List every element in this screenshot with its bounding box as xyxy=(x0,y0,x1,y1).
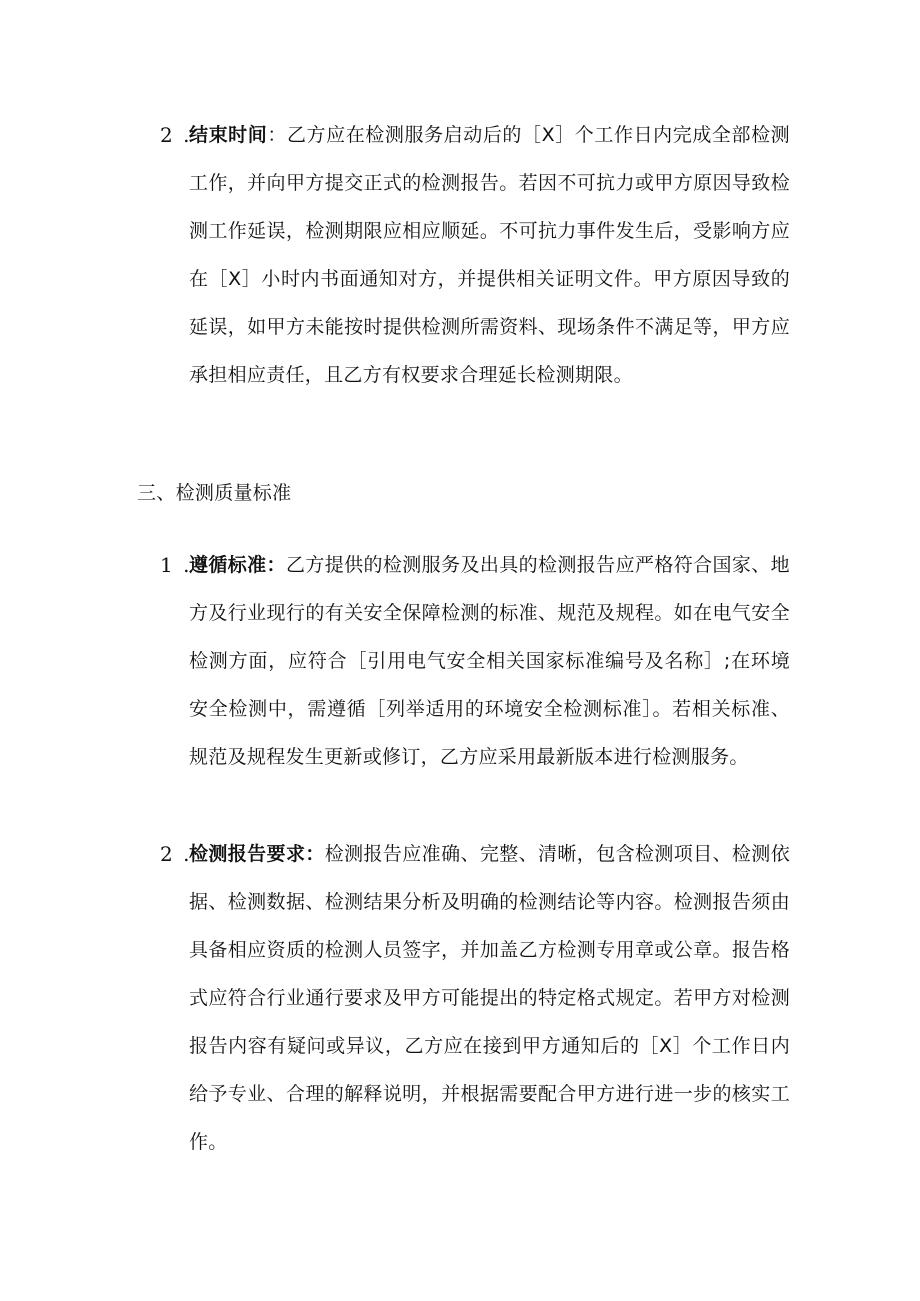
clause-body: 乙方提供的检测服务及出具的检测报告应严格符合国家、地方及行业现行的有关安全保障检测的标准、规范及规程。如在电气安全检测方面，应符合［引用电气安全相关国家标准编号及名称］;在环境安全检测中，需遵循［列举适用的环境安全检测标准］。若相关标准、规范及规程发生更新或修订，乙方应采用最新版本进行检测服务。 xyxy=(189,554,790,768)
clause-number: 2 . xyxy=(160,123,192,147)
clause-title: 结束时间 xyxy=(189,124,268,146)
clause-end-time xyxy=(160,111,790,399)
clause-paragraph xyxy=(189,830,790,1166)
clause-paragraph xyxy=(189,111,790,399)
clause-number: 1 . xyxy=(160,553,192,577)
clause-separator: ： xyxy=(267,124,287,146)
clause-body: 乙方应在检测服务启动后的［X］个工作日内完成全部检测工作，并向甲方提交正式的检测报告。若因不可抗力或甲方原因导致检测工作延误，检测期限应相应顺延。不可抗力事件发生后，受影响方应在［X］小时内书面通知对方，并提供相关证明文件。甲方原因导致的延误，如甲方未能按时提供检测所需资料、现场条件不满足等，甲方应承担相应责任，且乙方有权要求合理延长检测期限。 xyxy=(189,124,790,386)
clause-paragraph xyxy=(189,541,790,781)
section-heading: 三、检测质量标准 xyxy=(137,482,292,504)
clause-title: 遵循标准： xyxy=(189,554,286,576)
clause-follow-standards xyxy=(160,541,790,781)
clause-number: 2 . xyxy=(160,842,192,866)
clause-body: 检测报告应准确、完整、清晰，包含检测项目、检测依据、检测数据、检测结果分析及明确的检测结论等内容。检测报告须由具备相应资质的检测人员签字，并加盖乙方检测专用章或公章。报告格式应符合行业通行要求及甲方可能提出的特定格式规定。若甲方对检测报告内容有疑问或异议，乙方应在接到甲方通知后的［X］个工作日内给予专业、合理的解释说明，并根据需要配合甲方进行进一步的核实工作。 xyxy=(189,843,790,1153)
clause-report-requirements xyxy=(160,830,790,1166)
clause-title: 检测报告要求： xyxy=(189,843,325,865)
